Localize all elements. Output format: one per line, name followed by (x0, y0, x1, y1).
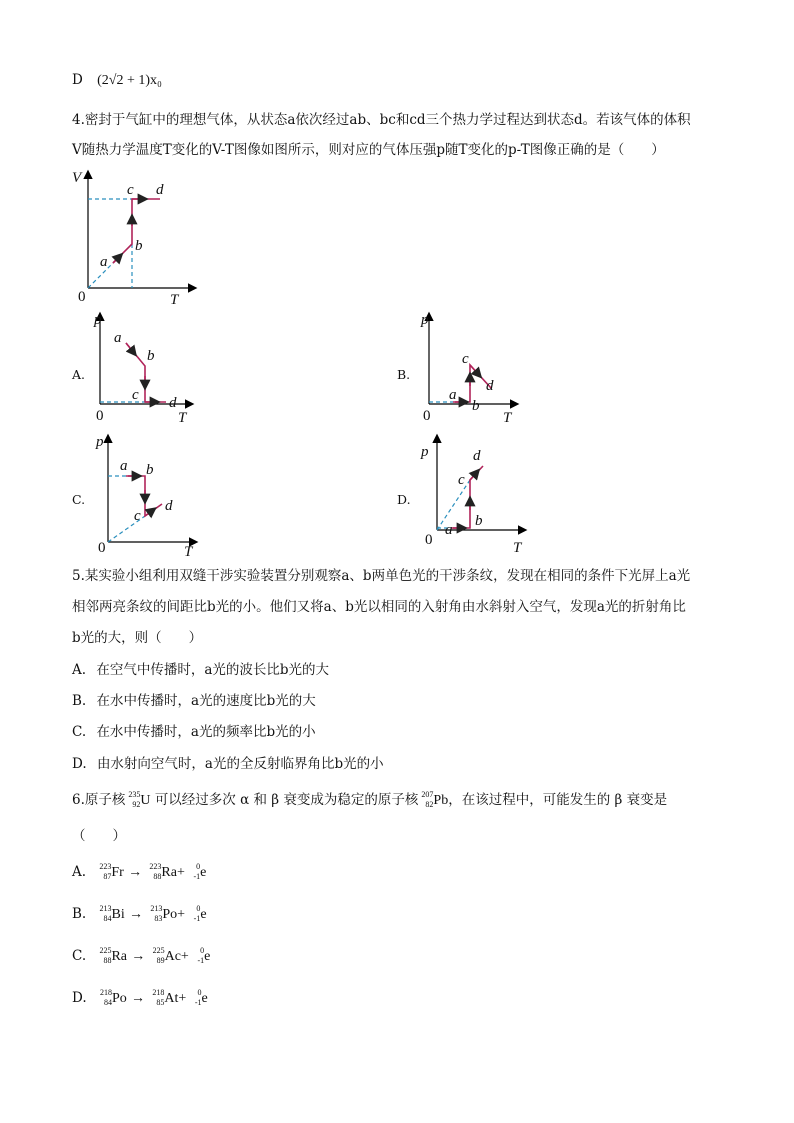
svg-text:T: T (503, 410, 512, 426)
v-axis-label: V (72, 170, 82, 186)
q6-option-b[interactable]: B. 213 84 Bi → 213 83 Po+ 0 -1 e (72, 903, 207, 923)
svg-text:d: d (165, 498, 173, 514)
q6-stem-line1: 6.原子核 235 92 U 可以经过多次 α 和 β 衰变成为稳定的原子核 207 82 Pb，在该过程中，可能发生的 β 衰变是 (72, 789, 668, 809)
svg-text:c: c (462, 351, 469, 367)
svg-text:b: b (475, 513, 483, 529)
svg-text:p: p (96, 434, 104, 450)
svg-text:a: a (449, 387, 457, 403)
svg-text:c: c (134, 508, 141, 524)
svg-text:b: b (146, 462, 154, 478)
prev-option-d-expr: (2√2 + 1)x₀ (97, 73, 162, 88)
q5-stem-line2: 相邻两亮条纹的间距比b光的小。他们又将a、b光以相同的入射角由水斜射入空气，发现a光的折射角比 (72, 599, 686, 615)
q4-option-b-graph[interactable] (415, 310, 530, 430)
nuclide-pb207: 207 82 (421, 789, 434, 809)
q4-main-vt-graph (70, 168, 200, 306)
q6-option-d[interactable]: D. 218 84 Po → 218 85 At+ 0 -1 e (72, 987, 208, 1007)
svg-text:0: 0 (98, 540, 106, 556)
svg-text:d: d (473, 448, 481, 464)
q4-option-d-graph[interactable] (415, 432, 530, 558)
svg-text:b: b (472, 398, 480, 414)
q5-stem-line1: 5.某实验小组利用双缝干涉实验装置分别观察a、b两单色光的干涉条纹，发现在相同的条件下光屏上a光 (72, 568, 691, 584)
svg-text:d: d (486, 378, 494, 394)
t-axis-label: T (170, 292, 179, 308)
nuclide-u235: 235 92 (128, 789, 141, 809)
svg-text:T: T (178, 410, 187, 426)
svg-text:a: a (120, 458, 128, 474)
prev-option-d-label: D (72, 72, 83, 88)
pt-b: b (135, 238, 143, 254)
svg-text:a: a (445, 522, 453, 538)
svg-text:0: 0 (96, 408, 104, 424)
q5-stem-line3: b光的大，则（ ） (72, 630, 203, 646)
q4-option-b-label[interactable]: B. (397, 367, 411, 382)
svg-text:d: d (169, 395, 177, 411)
svg-text:b: b (147, 348, 155, 364)
q6-option-c[interactable]: C. 225 88 Ra → 225 89 Ac+ 0 -1 e (72, 945, 211, 965)
origin-label: 0 (78, 289, 86, 305)
svg-text:p: p (421, 444, 429, 460)
pt-d: d (156, 182, 164, 198)
q5-option-d[interactable]: D. 由水射向空气时，a光的全反射临界角比b光的小 (72, 756, 384, 772)
q4-option-a-label[interactable]: A. (72, 367, 86, 382)
q5-option-c[interactable]: C. 在水中传播时，a光的频率比b光的小 (72, 724, 316, 740)
svg-text:p: p (94, 312, 102, 328)
q4-stem-line2: V随热力学温度T变化的V-T图像如图所示，则对应的气体压强p随T变化的p-T图像正确的是（ ） (72, 142, 665, 158)
pt-a: a (100, 254, 108, 270)
svg-text:a: a (114, 330, 122, 346)
svg-text:0: 0 (423, 408, 431, 424)
svg-text:p: p (421, 312, 429, 328)
svg-text:c: c (132, 387, 139, 403)
q5-option-a[interactable]: A. 在空气中传播时，a光的波长比b光的大 (72, 662, 330, 678)
q4-stem-line1: 4.密封于气缸中的理想气体，从状态a依次经过ab、bc和cd三个热力学过程达到状态d。若该气体的体积 (72, 112, 691, 128)
q4-option-d-label[interactable]: D. (397, 492, 411, 507)
q6-stem-line2: （ ） (72, 828, 126, 844)
q4-option-a-graph[interactable] (90, 310, 205, 430)
svg-text:T: T (184, 544, 193, 560)
q5-option-b[interactable]: B. 在水中传播时，a光的速度比b光的大 (72, 693, 316, 709)
q4-option-c-label[interactable]: C. (72, 492, 86, 507)
prev-option-d (72, 70, 162, 91)
q6-option-a[interactable]: A. 223 87 Fr → 223 88 Ra+ 0 -1 e (72, 861, 207, 881)
svg-text:c: c (458, 472, 465, 488)
svg-text:T: T (513, 540, 522, 556)
pt-c: c (127, 182, 134, 198)
q4-option-c-graph[interactable] (90, 432, 205, 558)
svg-text:0: 0 (425, 532, 433, 548)
